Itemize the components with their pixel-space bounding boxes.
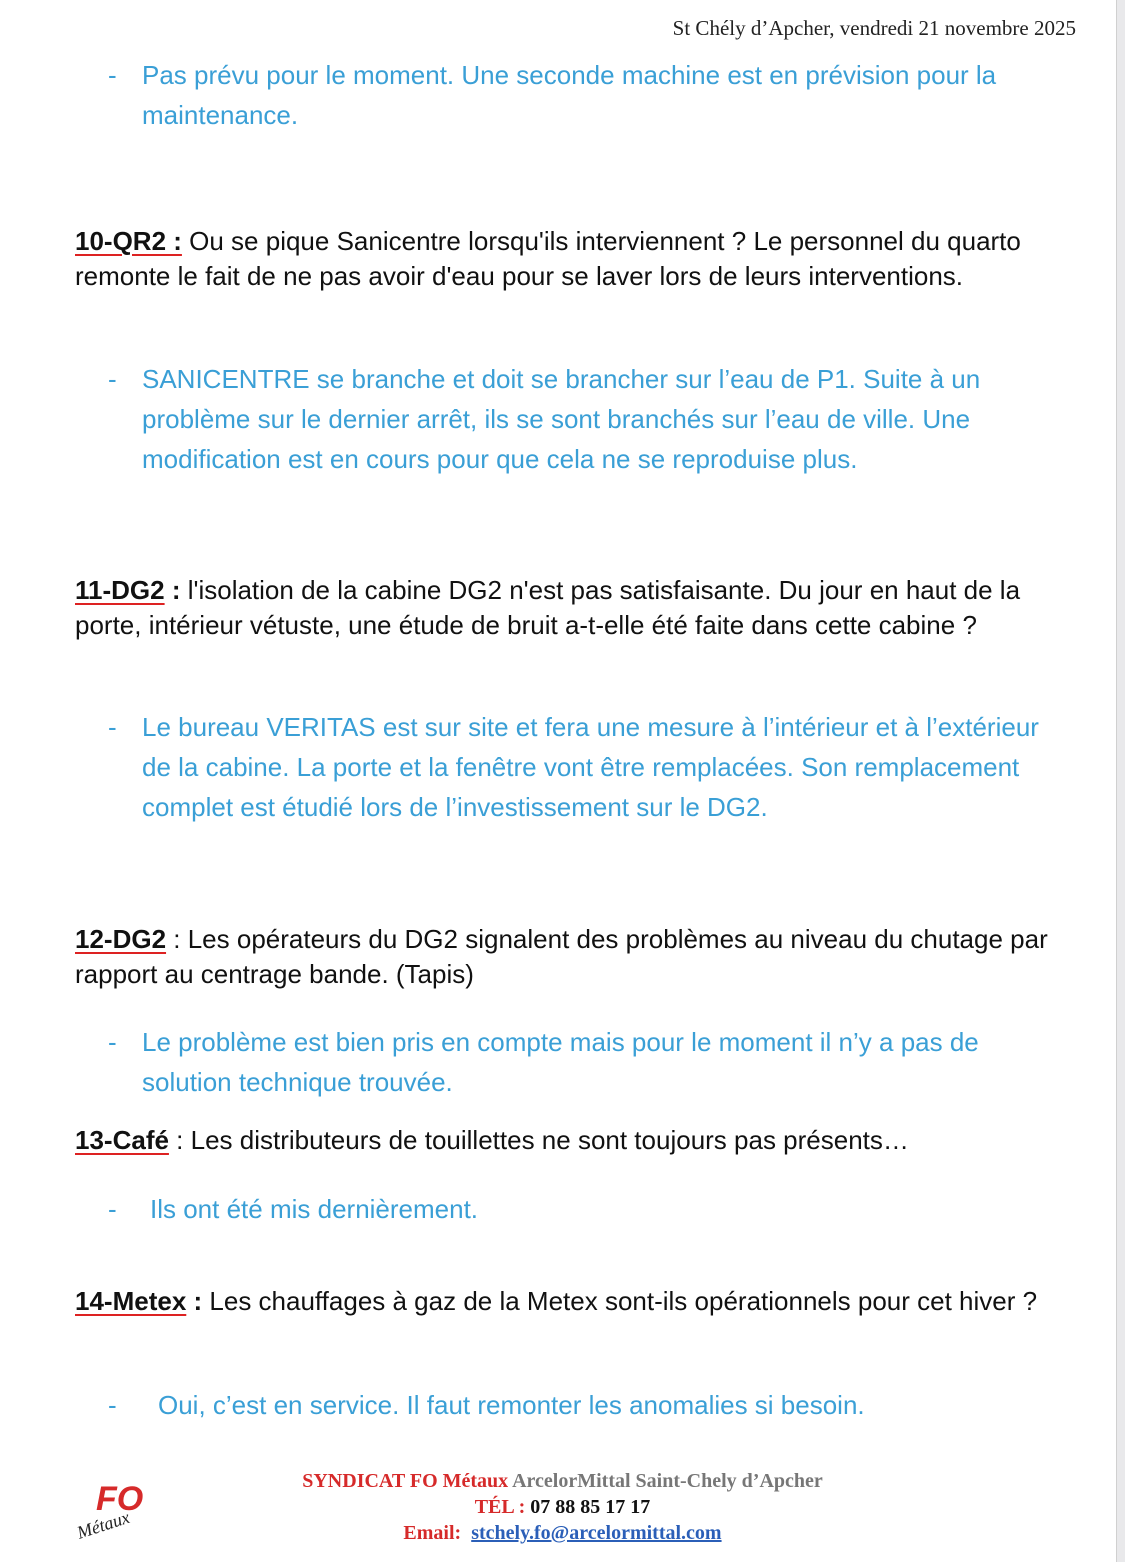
answer-13: - Ils ont été mis dernièrement. (108, 1189, 1058, 1229)
question-tag: 10-QR2 : (75, 226, 182, 256)
email-link[interactable]: stchely.fo@arcelormittal.com (471, 1522, 722, 1544)
question-13: 13-Café : Les distributeurs de touillettes ne sont toujours pas présents… (75, 1125, 909, 1155)
bullet-dash: - (108, 364, 117, 394)
question-12: 12-DG2 : Les opérateurs du DG2 signalent des problèmes au niveau du chutage par rapport au centrage bande. (Tapis) (75, 924, 1048, 989)
question-tag: 11-DG2 (75, 575, 165, 605)
answer-10: - SANICENTRE se branche et doit se brancher sur l’eau de P1. Suite à un problème sur le dernier arrêt, ils se sont branchés sur l’eau de ville. Une modification est en cours pour que cela ne se reproduise plus. (108, 359, 1058, 479)
question-10: 10-QR2 : Ou se pique Sanicentre lorsqu'ils interviennent ? Le personnel du quarto remonte le fait de ne pas avoir d'eau pour se laver lors de leurs interventions. (75, 226, 1021, 291)
bullet-dash: - (108, 1194, 117, 1224)
page-edge (1116, 0, 1125, 1562)
svg-text:Métaux: Métaux (74, 1506, 132, 1543)
question-11: 11-DG2 : l'isolation de la cabine DG2 n'est pas satisfaisante. Du jour en haut de la porte, intérieur vétuste, une étude de bruit a-t-elle été faite dans cette cabine ? (75, 575, 1021, 640)
answer-14: - Oui, c’est en service. Il faut remonter les anomalies si besoin. (108, 1385, 1058, 1425)
question-14: 14-Metex : Les chauffages à gaz de la Metex sont-ils opérationnels pour cet hiver ? (75, 1286, 1038, 1316)
question-tag: 13-Café (75, 1125, 169, 1155)
bullet-dash: - (108, 1390, 117, 1420)
bullet-dash: - (108, 712, 117, 742)
question-tag: 12-DG2 (75, 924, 167, 954)
answer-11: - Le bureau VERITAS est sur site et fera une mesure à l’intérieur et à l’extérieur de la cabine. La porte et la fenêtre vont être remplacées. Son remplacement complet est étudié lors de l’investissement sur le DG2. (108, 707, 1058, 827)
question-tag: 14-Metex (75, 1286, 187, 1316)
answer-9: - Pas prévu pour le moment. Une seconde machine est en prévision pour la maintenance. (108, 55, 1058, 135)
document-date: St Chély d’Apcher, vendredi 21 novembre 2025 (672, 16, 1076, 40)
answer-12: - Le problème est bien pris en compte mais pour le moment il n’y a pas de solution technique trouvée. (108, 1022, 1058, 1102)
bullet-dash: - (108, 60, 117, 90)
phone-number: 07 88 85 17 17 (530, 1496, 651, 1518)
svg-text:FO: FO (96, 1480, 144, 1518)
footer: SYNDICAT FO Métaux ArcelorMittal Saint-Chely d’Apcher TÉL : 07 88 85 17 17 Email: stchely.fo@arcelormittal.com (302, 1470, 823, 1544)
bullet-dash: - (108, 1027, 117, 1057)
